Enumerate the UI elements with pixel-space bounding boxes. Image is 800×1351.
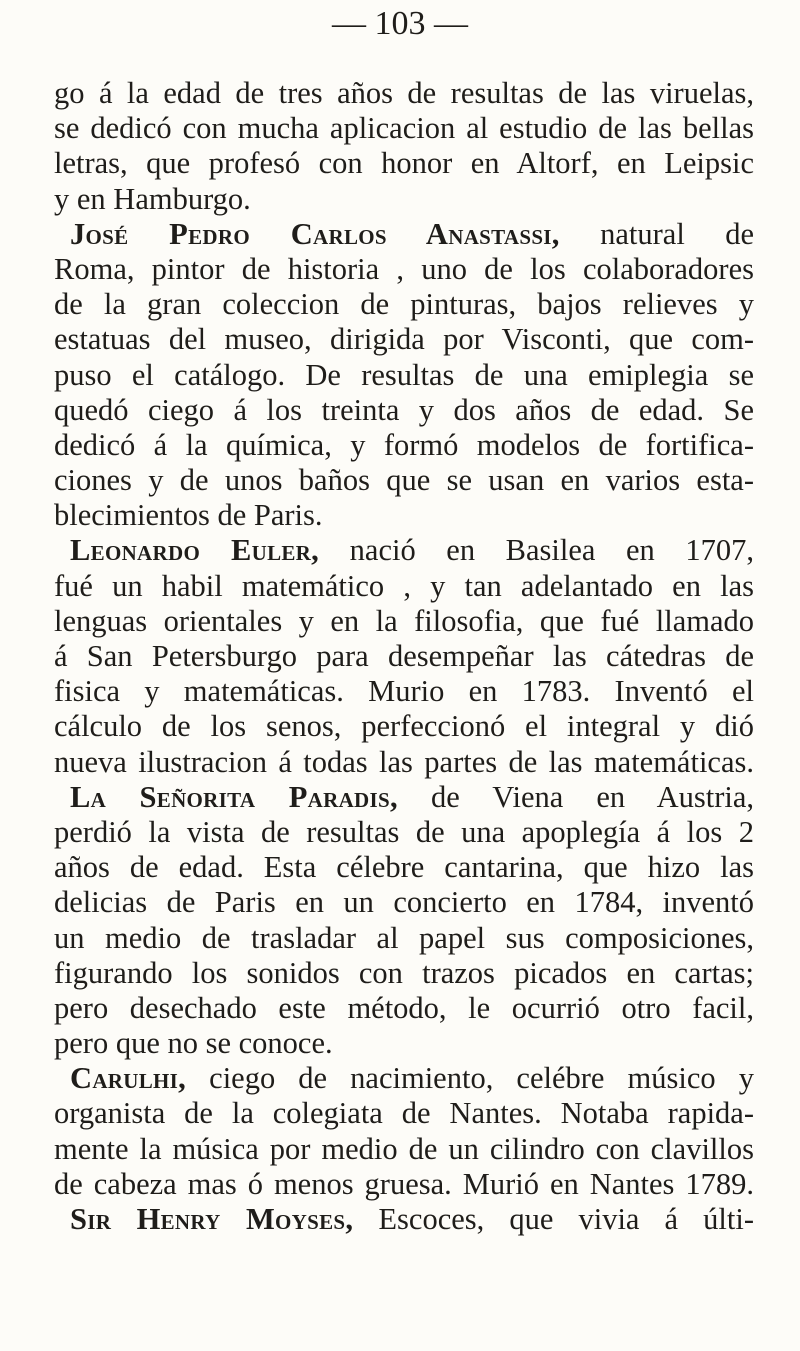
text-line: cálculo de los senos, perfeccionó el integral y dió <box>54 709 754 744</box>
text-line: años de edad. Esta célebre cantarina, que hizo las <box>54 850 754 885</box>
text-line: nueva ilustracion á todas las partes de las matemáticas. <box>54 744 754 779</box>
text-line: puso el catálogo. De resultas de una emiplegia se <box>54 357 754 392</box>
text-line: de la gran coleccion de pinturas, bajos relieves y <box>54 287 754 322</box>
text-line: ciones y de unos baños que se usan en varios esta- <box>54 463 754 498</box>
text-line: blecimientos de Paris. <box>54 498 323 533</box>
entry-first-line <box>54 533 754 568</box>
text-line: dedicó á la química, y formó modelos de fortifica- <box>54 427 754 462</box>
entry-first-line <box>54 780 754 815</box>
text-line: de cabeza mas ó menos gruesa. Murió en Nantes 1789. <box>54 1166 754 1201</box>
text-line: fué un habil matemático , y tan adelantado en las <box>54 568 754 603</box>
text-line: pero desechado este método, le ocurrió otro facil, <box>54 990 754 1025</box>
text-line: y en Hamburgo. <box>54 181 251 216</box>
entry-name: Sir Henry Moyses, <box>70 1202 354 1236</box>
text-line: perdió la vista de resultas de una apoplegía á los 2 <box>54 814 754 849</box>
entry-first-text: natural de <box>559 216 754 251</box>
entry-first-line <box>54 1061 754 1096</box>
page-number: — 103 — <box>332 5 468 42</box>
text-line: estatuas del museo, dirigida por Visconti, que com- <box>54 322 754 357</box>
entry-name: Leonardo Euler, <box>70 533 320 568</box>
text-line: mente la música por medio de un cilindro con clavillos <box>54 1131 754 1166</box>
text-line: Roma, pintor de historia , uno de los colaboradores <box>54 251 754 286</box>
text-line: delicias de Paris en un concierto en 1784, inventó <box>54 885 754 920</box>
text-line: letras, que profesó con honor en Altorf, en Leipsic <box>54 146 754 181</box>
text-line: á San Petersburgo para desempeñar las cátedras de <box>54 639 754 673</box>
body-text <box>54 76 754 1237</box>
entry-first-text: nació en Basilea en 1707, <box>319 533 754 568</box>
entry-name: Carulhi, <box>70 1061 187 1096</box>
entry-name: José Pedro Carlos Anastassi, <box>70 216 560 251</box>
text-line: fisica y matemáticas. Murio en 1783. Inventó el <box>54 674 754 709</box>
entry-first-text: de Viena en Austria, <box>397 779 755 814</box>
text-line: figurando los sonidos con trazos picados en cartas; <box>54 955 754 990</box>
text-line: go á la edad de tres años de resultas de las viruelas, <box>54 76 754 110</box>
text-line: quedó ciego á los treinta y dos años de edad. Se <box>54 392 754 427</box>
text-line: pero que no se conoce. <box>54 1026 333 1061</box>
text-line: un medio de trasladar al papel sus composiciones, <box>54 920 754 955</box>
entry-first-text: ciego de nacimiento, celébre músico y <box>186 1061 754 1096</box>
text-line: lenguas orientales y en la filosofia, que fué llamado <box>54 603 754 638</box>
entry-first-text: Escoces, que vivia á últi- <box>353 1202 755 1236</box>
entry-first-line <box>54 1202 754 1237</box>
text-line: se dedicó con mucha aplicacion al estudio de las bellas <box>54 111 754 146</box>
entry-name: La Señorita Paradis, <box>70 779 398 814</box>
entry-first-line <box>54 217 754 252</box>
text-line: organista de la colegiata de Nantes. Notaba rapida- <box>54 1096 754 1131</box>
